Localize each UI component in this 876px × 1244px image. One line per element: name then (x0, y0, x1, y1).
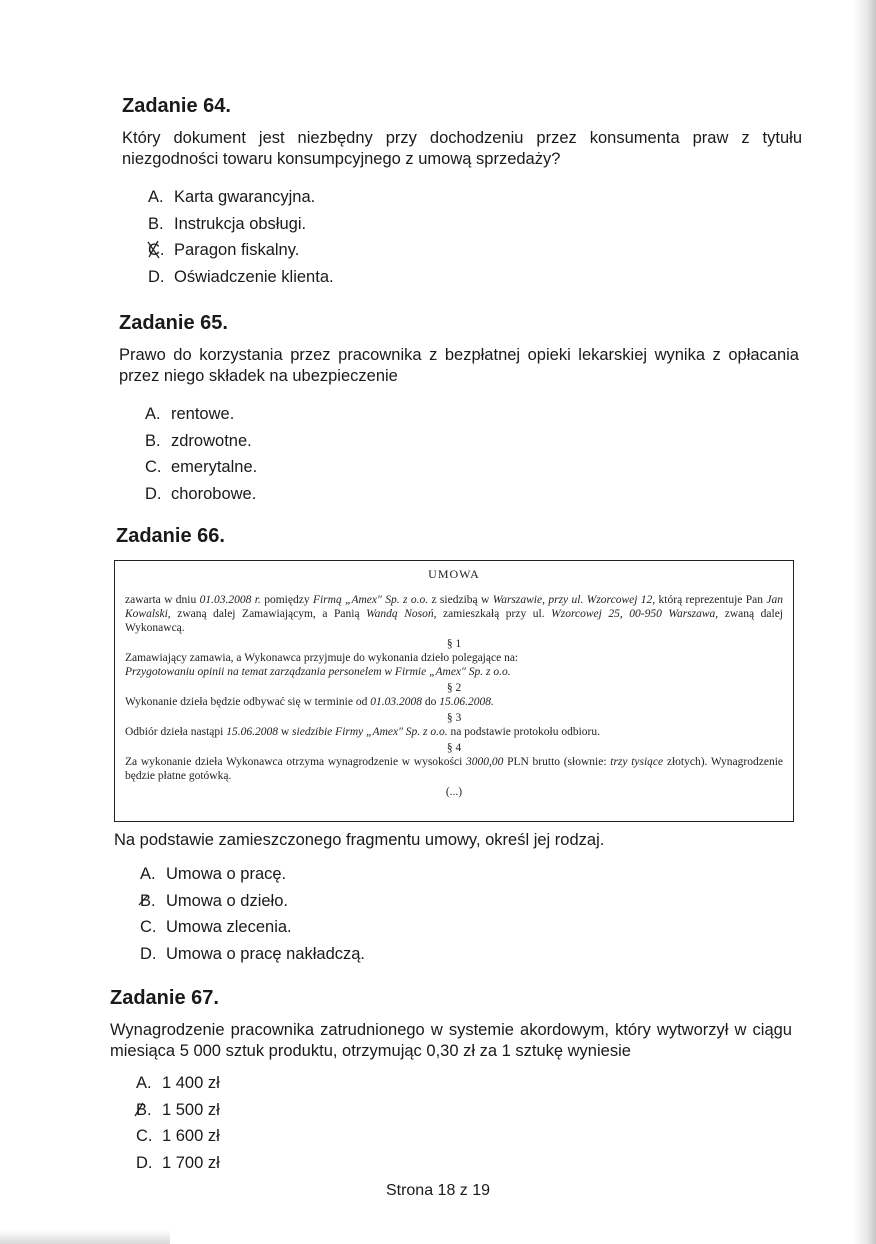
answer-list (148, 184, 802, 290)
answer-option[interactable] (136, 1070, 792, 1097)
answer-option-selected[interactable] (148, 237, 802, 264)
answer-text: Instrukcja obsługi. (174, 214, 307, 233)
answer-letter: D. (148, 267, 165, 286)
section-2-text: Wykonanie dzieła będzie odbywać się w terminie od 01.03.2008 do 15.06.2008. (125, 696, 494, 708)
answer-text: chorobowe. (171, 484, 257, 503)
answer-option[interactable] (136, 1123, 792, 1150)
section-2-label: § 2 (446, 682, 462, 694)
answer-letter: C. (136, 1127, 153, 1145)
answer-option[interactable] (140, 914, 794, 941)
answer-letter: A. (140, 865, 156, 883)
answer-option[interactable] (145, 428, 799, 455)
answer-letter: A. (136, 1074, 152, 1092)
answer-text: Karta gwarancyjna. (174, 188, 316, 206)
answer-letter: A. (148, 188, 164, 206)
answer-option[interactable] (145, 481, 799, 508)
section-1-label: § 1 (446, 638, 462, 650)
answer-letter: A. (145, 405, 161, 423)
answer-text: Umowa zlecenia. (166, 918, 292, 936)
task-title: Zadanie 65. (119, 312, 228, 334)
section-4-label: § 4 (446, 742, 462, 754)
contract-ellipsis: (...) (445, 786, 463, 798)
answer-text: rentowe. (171, 405, 235, 423)
answer-letter: C. (145, 458, 162, 476)
question-text: Wynagrodzenie pracownika zatrudnionego w systemie akordowym, który wytworzył w ciągu miesiąca 5 000 sztuk produktu, otrzymując 0,30 zł za 1 sztukę wyniesie (110, 1021, 792, 1060)
answer-text: Umowa o pracę nakładczą. (166, 944, 366, 963)
answer-option[interactable] (148, 211, 802, 238)
answer-letter: B. (148, 214, 164, 233)
answer-letter: C. (140, 918, 157, 936)
answer-letter: D. (140, 944, 157, 963)
answer-option[interactable] (145, 454, 799, 481)
answer-text: emerytalne. (171, 458, 258, 476)
answer-option-selected[interactable] (140, 888, 794, 915)
answer-letter: D. (145, 484, 162, 503)
task-65 (119, 312, 799, 507)
answer-text: zdrowotne. (171, 431, 252, 450)
answer-list (145, 401, 799, 507)
answer-text: 1 600 zł (162, 1127, 220, 1145)
contract-intro: zawarta w dniu 01.03.2008 r. pomiędzy Firmą „Amex" Sp. z o.o. z siedzibą w Warszawie, przy ul. Wzorcowej 12, którą reprezentuje Pan Jan Kowalski, zwaną dalej Zamawiającym, a Panią Wandą Nosoń, zamieszkałą przy ul. Wzorcowej 25, 00-950 Warszawa, zwaną dalej Wykonawcą. (125, 594, 783, 634)
answer-option[interactable] (148, 264, 802, 291)
contract-heading: UMOWA (428, 567, 480, 581)
answer-text: 1 400 zł (162, 1074, 220, 1092)
task-67 (110, 987, 792, 1176)
answer-letter: B. (140, 891, 156, 910)
section-4-text: Za wykonanie dzieła Wykonawca otrzyma wynagrodzenie w wysokości 3000,00 PLN brutto (słownie: trzy tysiące złotych). Wynagrodzenie będzie płatne gotówką. (125, 756, 784, 782)
task-title: Zadanie 66. (116, 525, 225, 547)
answer-text: Oświadczenie klienta. (174, 267, 334, 286)
section-3-label: § 3 (446, 712, 462, 724)
answer-text: 1 500 zł (162, 1100, 220, 1119)
answer-list (140, 861, 794, 967)
page-number: Strona 18 z 19 (385, 1182, 491, 1199)
contract-box (114, 560, 794, 822)
answer-text: 1 700 zł (162, 1153, 220, 1172)
task-64 (122, 95, 802, 290)
answer-option[interactable] (140, 861, 794, 888)
answer-text: Umowa o pracę. (166, 865, 287, 883)
answer-letter: B. (145, 431, 161, 450)
answer-letter: C. (148, 241, 165, 259)
task-title: Zadanie 67. (110, 987, 219, 1009)
task-title: Zadanie 64. (122, 95, 231, 117)
answer-text: Paragon fiskalny. (174, 241, 300, 259)
section-1-subject: Przygotowaniu opinii na temat zarządzania personelem w Firmie „Amex" Sp. z o.o. (125, 666, 511, 678)
task-66 (116, 525, 796, 548)
answer-option[interactable] (140, 941, 794, 968)
answer-option-selected[interactable] (136, 1097, 792, 1124)
answer-letter: D. (136, 1153, 153, 1172)
task-66-question (114, 820, 794, 967)
answer-text: Umowa o dzieło. (166, 891, 288, 910)
answer-option[interactable] (136, 1150, 792, 1177)
question-text: Który dokument jest niezbędny przy dochodzeniu przez konsumenta praw z tytułu niezgodności towaru konsumpcyjnego z umową sprzedaży? (122, 129, 802, 168)
answer-letter: B. (136, 1100, 152, 1119)
section-1-text: Zamawiający zamawia, a Wykonawca przyjmuje do wykonania dzieło polegające na: (125, 652, 519, 664)
answer-list (136, 1070, 792, 1176)
answer-option[interactable] (148, 184, 802, 211)
answer-option[interactable] (145, 401, 799, 428)
question-text: Prawo do korzystania przez pracownika z bezpłatnej opieki lekarskiej wynika z opłacania przez niego składek na ubezpieczenie (119, 346, 799, 385)
page-edge-shadow (854, 0, 876, 1244)
question-text: Na podstawie zamieszczonego fragmentu umowy, określ jej rodzaj. (114, 831, 605, 849)
page-corner-shadow (0, 1230, 170, 1244)
section-3-text: Odbiór dzieła nastąpi 15.06.2008 w siedzibie Firmy „Amex" Sp. z o.o. na podstawie protokołu odbioru. (125, 726, 600, 738)
